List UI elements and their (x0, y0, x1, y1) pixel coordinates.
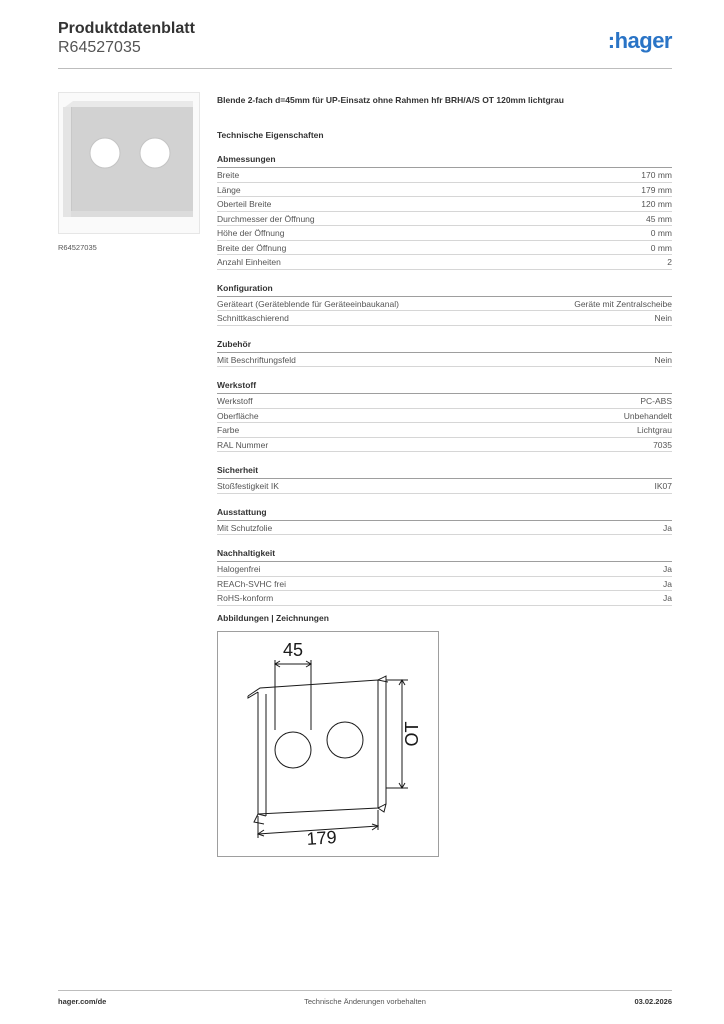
property-value: Unbehandelt (623, 410, 672, 421)
property-row (217, 591, 672, 606)
page-header (58, 20, 672, 68)
property-label: Durchmesser der Öffnung (217, 213, 315, 224)
property-value: 7035 (653, 439, 672, 450)
technical-drawing (217, 631, 439, 857)
property-row (217, 311, 672, 326)
property-value: Ja (663, 522, 672, 533)
property-value: Lichtgrau (637, 425, 672, 435)
property-value: PC-ABS (640, 396, 672, 406)
property-row (217, 577, 672, 592)
dim-height-label: OT (402, 721, 422, 747)
property-value: Nein (654, 354, 672, 365)
property-row (217, 297, 672, 312)
property-label: Oberteil Breite (217, 199, 272, 209)
hager-logo: :hager (607, 28, 672, 53)
property-row (217, 479, 672, 494)
product-title: Blende 2-fach d=45mm für UP-Einsatz ohne Rahmen hfr BRH/A/S OT 120mm lichtgrau (217, 95, 564, 105)
property-value: Geräte mit Zentralscheibe (574, 298, 672, 309)
property-value: IK07 (654, 481, 672, 491)
property-value: 170 mm (641, 170, 672, 180)
property-group (217, 339, 672, 368)
footer-divider (58, 990, 672, 991)
property-value: Nein (654, 313, 672, 323)
group-title: Nachhaltigkeit (217, 548, 672, 562)
dimension-drawing (218, 632, 438, 856)
property-group (217, 380, 672, 452)
section-label: Technische Eigenschaften (217, 130, 324, 140)
property-label: Halogenfrei (217, 564, 261, 574)
property-label: RAL Nummer (217, 439, 269, 450)
property-row (217, 423, 672, 438)
footer-date: 03.02.2026 (634, 997, 672, 1006)
cover-plate-image (59, 93, 199, 233)
property-row (217, 394, 672, 409)
property-row (217, 353, 672, 368)
property-label: Schnittkaschierend (217, 313, 289, 323)
footer-website: hager.com/de (58, 997, 107, 1006)
property-group (217, 465, 672, 494)
property-row (217, 255, 672, 270)
property-value: Ja (663, 593, 672, 603)
group-title: Zubehör (217, 339, 672, 353)
property-label: Länge (217, 184, 241, 195)
group-title: Werkstoff (217, 380, 672, 394)
property-group (217, 548, 672, 606)
property-row (217, 562, 672, 577)
property-label: Oberfläche (217, 410, 259, 421)
property-label: Mit Beschriftungsfeld (217, 354, 296, 365)
property-value: 120 mm (641, 199, 672, 209)
property-label: Stoßfestigkeit IK (217, 481, 279, 491)
property-label: Breite der Öffnung (217, 242, 287, 253)
property-label: Mit Schutzfolie (217, 522, 273, 533)
property-group (217, 507, 672, 536)
group-title: Konfiguration (217, 283, 672, 297)
thumbnail-caption: R64527035 (58, 243, 97, 252)
property-row (217, 241, 672, 256)
technical-data (217, 95, 672, 606)
property-label: Geräteart (Geräteblende für Geräteeinbaukanal) (217, 298, 399, 309)
property-label: REACh-SVHC frei (217, 578, 286, 589)
document-number: R64527035 (58, 39, 141, 56)
header-divider (58, 68, 672, 69)
property-row (217, 168, 672, 183)
property-label: Breite (217, 170, 240, 180)
document-title: Produktdatenblatt (58, 20, 195, 37)
property-value: 179 mm (641, 184, 672, 195)
property-value: 2 (667, 257, 672, 267)
page-footer (58, 997, 672, 1011)
property-row (217, 226, 672, 241)
property-label: Werkstoff (217, 396, 253, 406)
property-label: RoHS-konform (217, 593, 274, 603)
dim-length-label: 179 (305, 826, 338, 850)
dim-opening-label: 45 (282, 640, 304, 660)
property-groups (217, 154, 672, 606)
property-row (217, 197, 672, 212)
property-value: Ja (663, 578, 672, 589)
property-row (217, 521, 672, 536)
property-group (217, 154, 672, 270)
figures-title: Abbildungen | Zeichnungen (217, 613, 329, 623)
property-label: Höhe der Öffnung (217, 228, 285, 238)
group-title: Sicherheit (217, 465, 672, 479)
group-title: Ausstattung (217, 507, 672, 521)
property-label: Anzahl Einheiten (217, 257, 281, 267)
property-row (217, 183, 672, 198)
group-title: Abmessungen (217, 154, 672, 168)
property-value: 45 mm (646, 213, 672, 224)
property-value: Ja (663, 564, 672, 574)
property-row (217, 438, 672, 453)
property-label: Farbe (217, 425, 240, 435)
footer-note: Technische Änderungen vorbehalten (304, 997, 426, 1006)
property-value: 0 mm (650, 228, 672, 238)
property-group (217, 283, 672, 326)
property-value: 0 mm (650, 242, 672, 253)
property-row (217, 212, 672, 227)
product-thumbnail (58, 92, 200, 234)
property-row (217, 409, 672, 424)
